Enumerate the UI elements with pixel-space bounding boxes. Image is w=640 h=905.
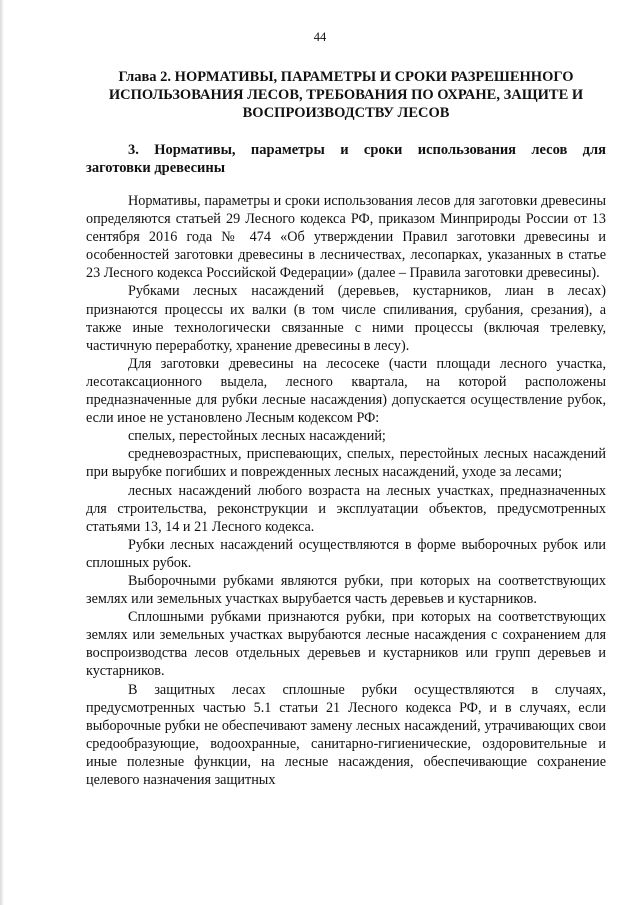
paragraph: Рубки лесных насаждений осуществляются в форме выборочных рубок или сплошных рубок. bbox=[86, 536, 606, 571]
paragraph: Нормативы, параметры и сроки использования лесов для заготовки древесины определяются статьей 29 Лесного кодекса РФ, приказом Минприроды России от 13 сентября 2016 года № 474 «Об утверждении Правил заготовки древесины и особенностей заготовки древесины в лесничествах, лесопарках, указанных в статье 23 Лесного кодекса Российской Федерации» (далее – Правила заготовки древесины). bbox=[86, 193, 606, 282]
paragraph: Для заготовки древесины на лесосеке (части площади лесного участка, лесотаксационного выдела, лесного квартала, на которой расположены предназначенные для рубки лесные насаждения) допускается осуществление рубок, если иное не установлено Лесным кодексом РФ: bbox=[86, 355, 606, 427]
paragraph: Выборочными рубками являются рубки, при которых на соответствующих землях или земельных участках вырубается часть деревьев и кустарников. bbox=[86, 572, 606, 608]
paragraph: средневозрастных, приспевающих, спелых, перестойных лесных насаждений при вырубке погибших и поврежденных лесных насаждений, уходе за лесами; bbox=[86, 446, 606, 481]
paragraph: лесных насаждений любого возраста на лесных участках, предназначенных для строительства, реконструкции и эксплуатации объектов, предусмотренных статьями 13, 14 и 21 Лесного кодекса. bbox=[86, 482, 606, 535]
chapter-title: Глава 2. НОРМАТИВЫ, ПАРАМЕТРЫ И СРОКИ РАЗРЕШЕННОГО ИСПОЛЬЗОВАНИЯ ЛЕСОВ, ТРЕБОВАНИЯ ПО ОХРАНЕ, ЗАЩИТЕ И ВОСПРОИЗВОДСТВУ ЛЕСОВ bbox=[108, 69, 584, 121]
paragraph: Сплошными рубками признаются рубки, при которых на соответствующих землях или земельных участках вырубаются лесные насаждения с сохранением для воспроизводства лесов отдельных деревьев и кустарников или групп деревьев и кустарников. bbox=[86, 609, 606, 680]
body-text bbox=[86, 192, 606, 789]
section-title-line-1: 3. Нормативы, параметры и сроки использования лесов для bbox=[128, 142, 606, 158]
page-number: 44 bbox=[313, 30, 327, 44]
paragraph: В защитных лесах сплошные рубки осуществляются в случаях, предусмотренных частью 5.1 статьи 21 Лесного кодекса РФ, и в случаях, если выборочные рубки не обеспечивают замену лесных насаждений, утрачивающих свои средообразующие, водоохранные, санитарно-гигиенические, оздоровительные и иные полезные функции, на лесные насаждения, обеспечивающие сохранение целевого назначения защитных bbox=[86, 681, 606, 788]
paragraph: Рубками лесных насаждений (деревьев, кустарников, лиан в лесах) признаются процессы их валки (в том числе спиливания, срубания, срезания), а также иные технологически связанные с ними процессы (включая трелевку, частичную переработку, хранение древесины в лесу). bbox=[86, 283, 606, 354]
paragraph: спелых, перестойных лесных насаждений; bbox=[128, 428, 386, 445]
section-title-line-2: заготовки древесины bbox=[86, 160, 226, 176]
section-title bbox=[86, 141, 606, 177]
